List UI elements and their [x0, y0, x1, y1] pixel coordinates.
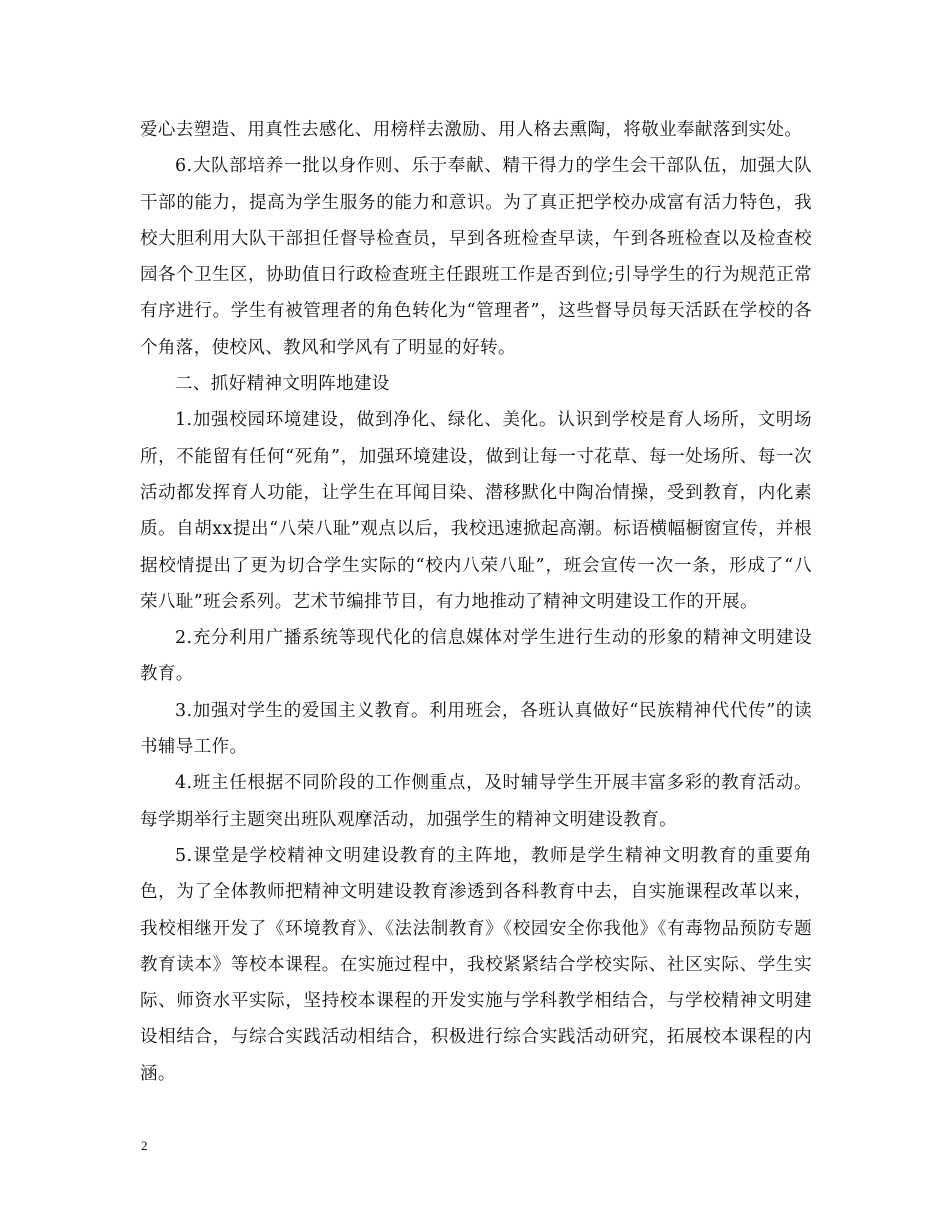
paragraph-7: 5.课堂是学校精神文明建设教育的主阵地，教师是学生精神文明教育的重要角色，为了全体教师把精神文明建设教育渗透到各科教育中去，自实施课程改革以来，我校相继开发了《环境教育》、《法法制教育》《校园安全你我他》《有毒物品预防专题教育读本》等校本课程。在实施过程中，我校紧紧结合学校实际、社区实际、学生实际、师资水平实际，坚持校本课程的开发实施与学科教学相结合，与学校精神文明建设相结合，与综合实践活动相结合，积极进行综合实践活动研究，拓展校本课程的内涵。: [140, 845, 812, 1084]
paragraph-4: 2.充分利用广播系统等现代化的信息媒体对学生进行生动的形象的精神文明建设教育。: [140, 628, 812, 685]
paragraph-1: 爱心去塑造、用真性去感化、用榜样去激励、用人格去熏陶，将敬业奉献落到实处。: [140, 120, 803, 140]
paragraph-6: 4.班主任根据不同阶段的工作侧重点，及时辅导学生开展丰富多彩的教育活动。每学期举行主题突出班队观摩活动，加强学生的精神文明建设教育。: [140, 773, 812, 830]
section-heading: 二、抓好精神文明阵地建设: [175, 374, 390, 395]
paragraph-2: 6.大队部培养一批以身作则、乐于奉献、精干得力的学生会干部队伍，加强大队干部的能力，提高为学生服务的能力和意识。为了真正把学校办成富有活力特色，我校大胆利用大队干部担任督导检查员，早到各班检查早读，午到各班检查以及检查校园各个卫生区，协助值日行政检查班主任跟班工作是否到位;引导学生的行为规范正常有序进行。学生有被管理者的角色转化为“管理者”，这些督导员每天活跃在学校的各个角落，使校风、教风和学风有了明显的好转。: [140, 156, 812, 358]
page-number: 2: [141, 1138, 148, 1153]
paragraph-5: 3.加强对学生的爱国主义教育。利用班会，各班认真做好“民族精神代代传”的读书辅导工作。: [140, 700, 812, 758]
paragraph-3: 1.加强校园环境建设，做到净化、绿化、美化。认识到学校是育人场所，文明场所，不能留有任何“死角”，加强环境建设，做到让每一寸花草、每一处场所、每一次活动都发挥育人功能，让学生在耳闻目染、潜移默化中陶冶情操，受到教育，内化素质。自胡xx提出“八荣八耻”观点以后，我校迅速掀起高潮。标语横幅橱窗宣传，并根据校情提出了更为切合学生实际的“校内八荣八耻”，班会宣传一次一条，形成了“八荣八耻”班会系列。艺术节编排节目，有力地推动了精神文明建设工作的开展。: [140, 410, 812, 612]
document-body: [140, 112, 812, 1092]
